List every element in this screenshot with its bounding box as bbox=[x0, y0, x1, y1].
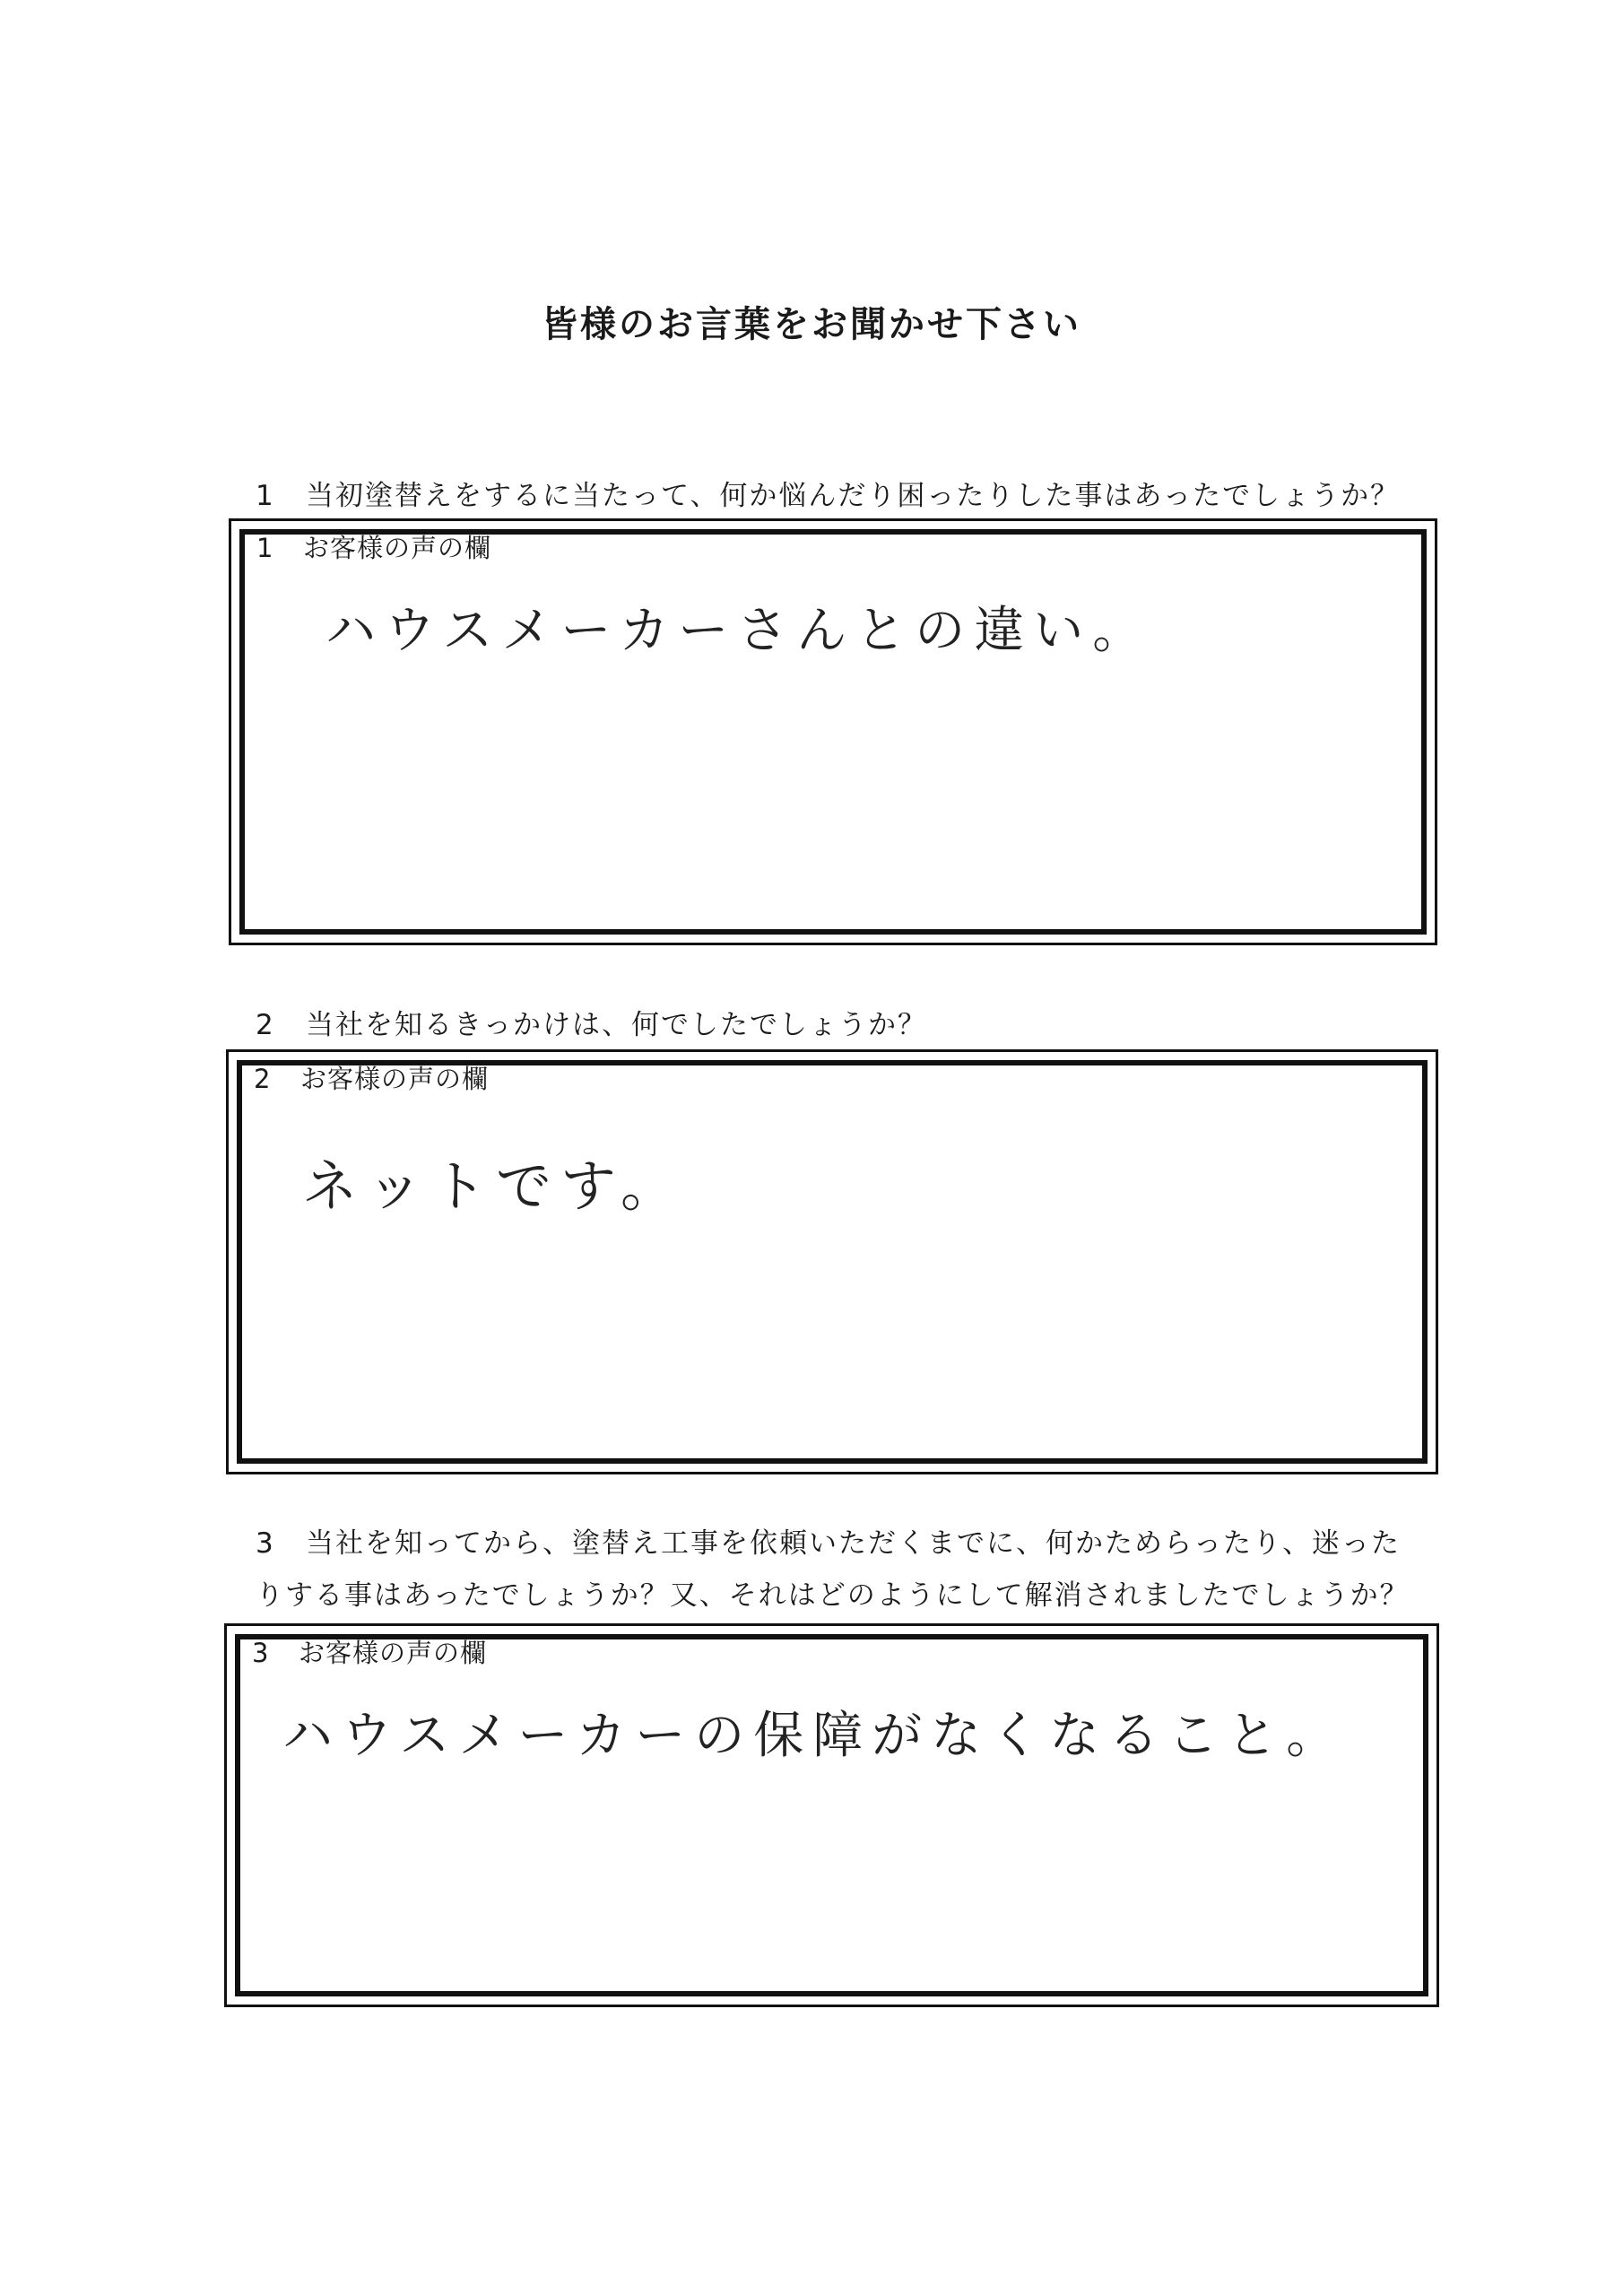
answer-box-1 bbox=[229, 518, 1437, 945]
question-2-text: 当社を知るきっかけは、何でしたでしょうか？ bbox=[306, 1009, 927, 1041]
question-2-number: 2 bbox=[256, 1009, 275, 1041]
question-3-number: 3 bbox=[256, 1527, 275, 1560]
answer-box-1-label-text: お客様の声の欄 bbox=[303, 533, 492, 563]
answer-box-2-label bbox=[254, 1059, 489, 1096]
answer-box-1-label bbox=[256, 528, 491, 565]
answer-3-text: ハウスメーカーの保障がなくなること。 bbox=[282, 1707, 1346, 1765]
question-3-continued bbox=[256, 1571, 1439, 1620]
answer-1-text: ハウスメーカーさんとの違い。 bbox=[325, 602, 1152, 660]
answer-box-3-inner-border bbox=[235, 1634, 1428, 1996]
question-3-text-line1: 当社を知ってから、塗替え工事を依頼いただくまでに、何かためらったり、迷った bbox=[306, 1527, 1401, 1560]
question-2 bbox=[256, 1001, 1439, 1049]
question-1-text: 当初塗替えをするに当たって、何か悩んだり困ったりした事はあったでしょうか？ bbox=[306, 480, 1401, 512]
question-1-number: 1 bbox=[256, 480, 275, 512]
answer-box-3-label bbox=[252, 1633, 487, 1670]
answer-box-1-number: 1 bbox=[256, 533, 274, 563]
answer-box-2 bbox=[226, 1049, 1438, 1474]
answer-box-3-number: 3 bbox=[252, 1638, 270, 1668]
answer-box-1-inner-border bbox=[239, 529, 1427, 935]
page-title: 皆様のお言葉をお聞かせ下さい bbox=[542, 304, 1081, 345]
answer-box-2-label-text: お客様の声の欄 bbox=[300, 1064, 490, 1094]
answer-box-3 bbox=[224, 1623, 1439, 2007]
answer-box-2-number: 2 bbox=[254, 1064, 272, 1094]
question-1 bbox=[256, 472, 1439, 520]
answer-2-text: ネットです。 bbox=[302, 1153, 686, 1219]
question-3-text-line2: りする事はあったでしょうか？又、それはどのようにして解消されましたでしょうか？ bbox=[256, 1579, 1410, 1612]
question-3 bbox=[256, 1519, 1439, 1568]
answer-box-2-inner-border bbox=[237, 1060, 1428, 1464]
answer-box-3-label-text: お客様の声の欄 bbox=[299, 1638, 488, 1668]
